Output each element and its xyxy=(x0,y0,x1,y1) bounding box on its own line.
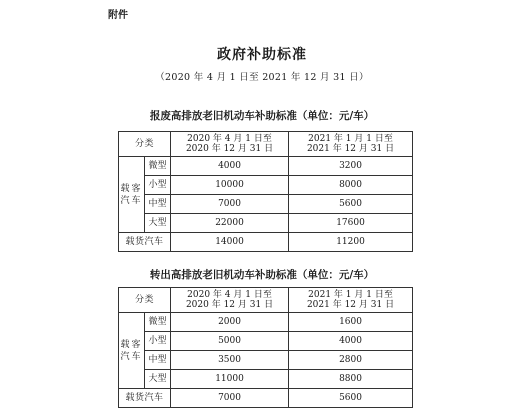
table-row xyxy=(119,157,413,176)
category-header: 分类 xyxy=(119,132,171,157)
period1-line1: 2020 年 4 月 1 日至 xyxy=(187,290,272,300)
subsidy-period1: 2000 xyxy=(171,313,289,332)
subsidy-period1: 14000 xyxy=(171,233,289,252)
subsidy-period1: 4000 xyxy=(171,157,289,176)
scrap-table-caption: 报废高排放老旧机动车补助标准（单位：元/车） xyxy=(149,110,375,122)
truck-label: 载货汽车 xyxy=(119,389,171,408)
vehicle-type: 大型 xyxy=(145,214,171,233)
passenger-car-group-label xyxy=(119,157,145,233)
table-row xyxy=(119,370,413,389)
vehicle-type: 小型 xyxy=(145,176,171,195)
period2-line2: 2021 年 12 月 31 日 xyxy=(306,144,395,154)
document-subtitle: （2020 年 4 月 1 日至 2021 年 12 月 31 日） xyxy=(155,72,369,83)
vehicle-type: 微型 xyxy=(145,157,171,176)
vehicle-type: 中型 xyxy=(145,195,171,214)
transfer-table-caption: 转出高排放老旧机动车补助标准（单位：元/车） xyxy=(149,269,375,281)
subsidy-period2: 5600 xyxy=(289,389,413,408)
vehicle-type: 微型 xyxy=(145,313,171,332)
category-header: 分类 xyxy=(119,288,171,313)
scrap-subsidy-table xyxy=(118,131,413,252)
period1-line1: 2020 年 4 月 1 日至 xyxy=(187,134,272,144)
table-header-row xyxy=(119,288,413,313)
period2-line2: 2021 年 12 月 31 日 xyxy=(306,300,395,310)
attachment-label: 附件 xyxy=(108,10,128,21)
subsidy-period1: 5000 xyxy=(171,332,289,351)
document-title: 政府补助标准 xyxy=(217,47,307,63)
subsidy-period1: 11000 xyxy=(171,370,289,389)
subsidy-period1: 7000 xyxy=(171,195,289,214)
group-label-line2: 汽车 xyxy=(120,195,143,206)
period2-header xyxy=(289,132,413,157)
subsidy-period2: 17600 xyxy=(289,214,413,233)
vehicle-type: 大型 xyxy=(145,370,171,389)
table-row-truck xyxy=(119,233,413,252)
subsidy-period1: 7000 xyxy=(171,389,289,408)
period2-line1: 2021 年 1 月 1 日至 xyxy=(308,290,393,300)
subsidy-period2: 8800 xyxy=(289,370,413,389)
period1-header xyxy=(171,288,289,313)
transfer-subsidy-table xyxy=(118,287,413,408)
period2-header xyxy=(289,288,413,313)
period1-header xyxy=(171,132,289,157)
table-row xyxy=(119,313,413,332)
table-row xyxy=(119,195,413,214)
period1-line2: 2020 年 12 月 31 日 xyxy=(185,144,274,154)
passenger-car-group-label xyxy=(119,313,145,389)
subsidy-period2: 8000 xyxy=(289,176,413,195)
table-row xyxy=(119,176,413,195)
subsidy-period1: 3500 xyxy=(171,351,289,370)
subsidy-period1: 10000 xyxy=(171,176,289,195)
table-row xyxy=(119,351,413,370)
subsidy-period2: 5600 xyxy=(289,195,413,214)
table-header-row xyxy=(119,132,413,157)
table-row-truck xyxy=(119,389,413,408)
subsidy-period2: 3200 xyxy=(289,157,413,176)
subsidy-period2: 11200 xyxy=(289,233,413,252)
subsidy-period1: 22000 xyxy=(171,214,289,233)
group-label-line1: 载客 xyxy=(120,339,143,350)
subsidy-period2: 4000 xyxy=(289,332,413,351)
vehicle-type: 小型 xyxy=(145,332,171,351)
truck-label: 载货汽车 xyxy=(119,233,171,252)
table-row xyxy=(119,214,413,233)
period1-line2: 2020 年 12 月 31 日 xyxy=(185,300,274,310)
subsidy-period2: 1600 xyxy=(289,313,413,332)
vehicle-type: 中型 xyxy=(145,351,171,370)
subsidy-period2: 2800 xyxy=(289,351,413,370)
table-row xyxy=(119,332,413,351)
period2-line1: 2021 年 1 月 1 日至 xyxy=(308,134,393,144)
group-label-line1: 载客 xyxy=(120,183,143,194)
group-label-line2: 汽车 xyxy=(120,351,143,362)
